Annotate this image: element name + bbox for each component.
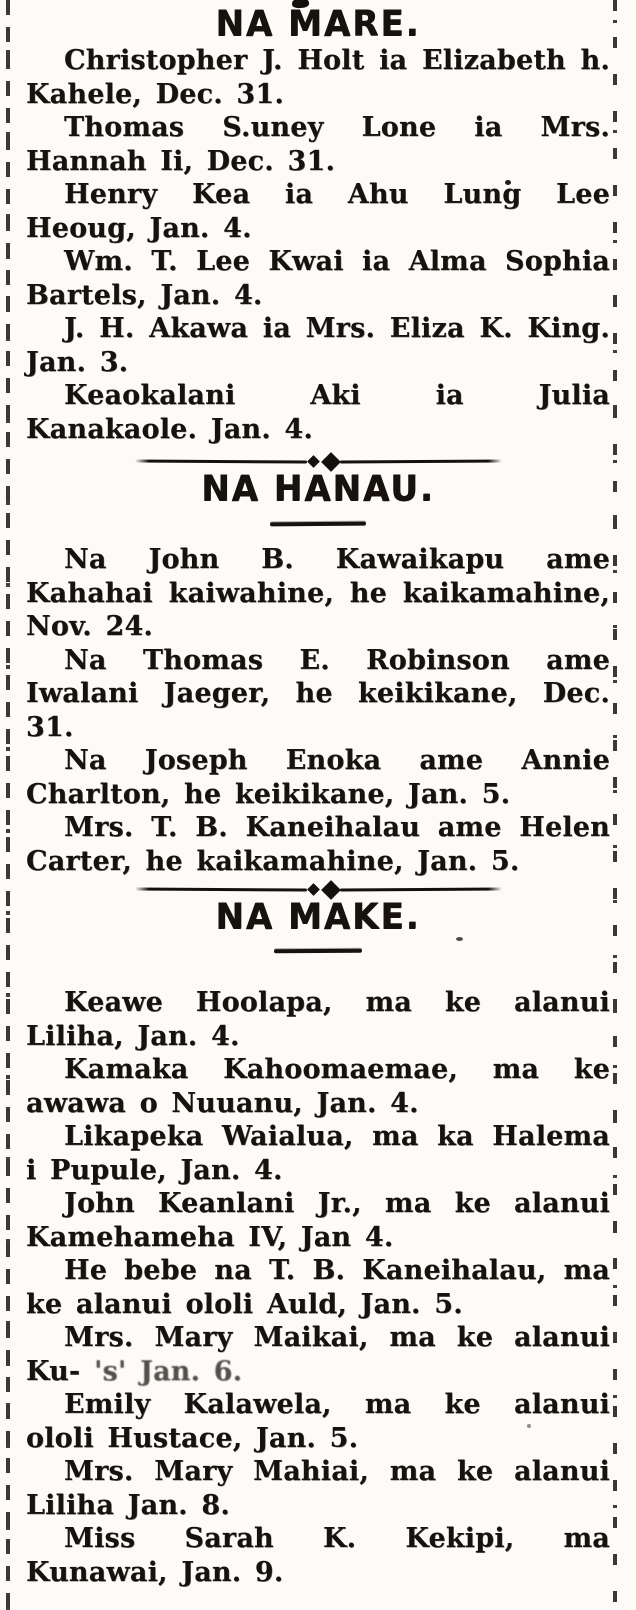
divider-rule-right: [339, 460, 501, 464]
entry: Na Joseph Enoka ame Annie Charlton, he keikikane, Jan. 5.: [26, 745, 610, 810]
left-column-rule: [6, 0, 10, 1610]
section-na-make: [26, 897, 610, 1589]
right-column-rule: [613, 0, 617, 1610]
text-column: [26, 0, 610, 1589]
entry: He bebe na T. B. Kaneihalau, ma ke alanui ololi Auld, Jan. 5.: [26, 1255, 610, 1320]
entry: Emily Kalawela, ma ke alanui ololi Hustace, Jan. 5.: [26, 1389, 610, 1454]
entry: Na Thomas E. Robinson ame Iwalani Jaeger, he keikikane, Dec. 31.: [26, 644, 610, 743]
entry-list-na-make: [26, 986, 610, 1589]
divider-rule-right: [339, 888, 501, 892]
faded-text: 's' Jan. 6.: [80, 1355, 243, 1387]
diamond-ornament-icon: [307, 883, 320, 896]
section-na-mare: [26, 4, 610, 446]
entry: Kamaka Kahoomaemae, ma ke awawa o Nuuanu, Jan. 4.: [26, 1054, 610, 1119]
entry: Mrs. Mary Mahiai, ma ke alanui Liliha Jan. 8.: [26, 1456, 610, 1521]
entry-list-na-mare: [26, 44, 610, 446]
entry: Likapeka Waialua, ma ka Halema i Pupule, Jan. 4.: [26, 1121, 610, 1186]
title-underline: [274, 949, 362, 954]
entry: Keaokalani Aki ia Julia Kanakaole. Jan. 4.: [26, 380, 610, 445]
section-divider: [26, 454, 610, 469]
section-na-hanau: [26, 469, 610, 878]
section-divider: [26, 882, 610, 897]
entry: Mrs. Mary Maikai, ma ke alanui Ku- 's' Jan. 6.: [26, 1322, 610, 1387]
section-title-na-hanau: NA HANAU.: [201, 468, 435, 510]
entry: Henry Kea ia Ahu Lung Lee Heoug, Jan. 4.: [26, 179, 610, 244]
section-title-na-make: NA MAKE.: [215, 896, 421, 938]
divider-rule-left: [134, 459, 306, 463]
entry: Miss Sarah K. Kekipi, ma Kunawai, Jan. 9.: [26, 1523, 610, 1588]
entry: Keawe Hoolapa, ma ke alanui Liliha, Jan. 4.: [26, 987, 610, 1052]
entry: Mrs. T. B. Kaneihalau ame Helen Carter, he kaikamahine, Jan. 5.: [26, 812, 610, 877]
divider-rule-left: [134, 887, 306, 891]
entry: John Keanlani Jr., ma ke alanui Kamehameha IV, Jan 4.: [26, 1188, 610, 1253]
entry: Christopher J. Holt ia Elizabeth h. Kahele, Dec. 31.: [26, 45, 610, 110]
entry: Wm. T. Lee Kwai ia Alma Sophia Bartels, Jan. 4.: [26, 246, 610, 311]
entry: J. H. Akawa ia Mrs. Eliza K. King. Jan. 3.: [26, 313, 610, 378]
entry: Thomas S.uney Lone ia Mrs. Hannah Ii, Dec. 31.: [26, 112, 610, 177]
diamond-ornament-icon: [307, 455, 320, 468]
section-title-na-mare: NA MARE.: [215, 3, 421, 45]
entry: Na John B. Kawaikapu ame Kahahai kaiwahine, he kaikamahine, Nov. 24.: [26, 544, 610, 642]
entry-list-na-hanau: [26, 543, 610, 878]
title-underline: [270, 522, 366, 527]
